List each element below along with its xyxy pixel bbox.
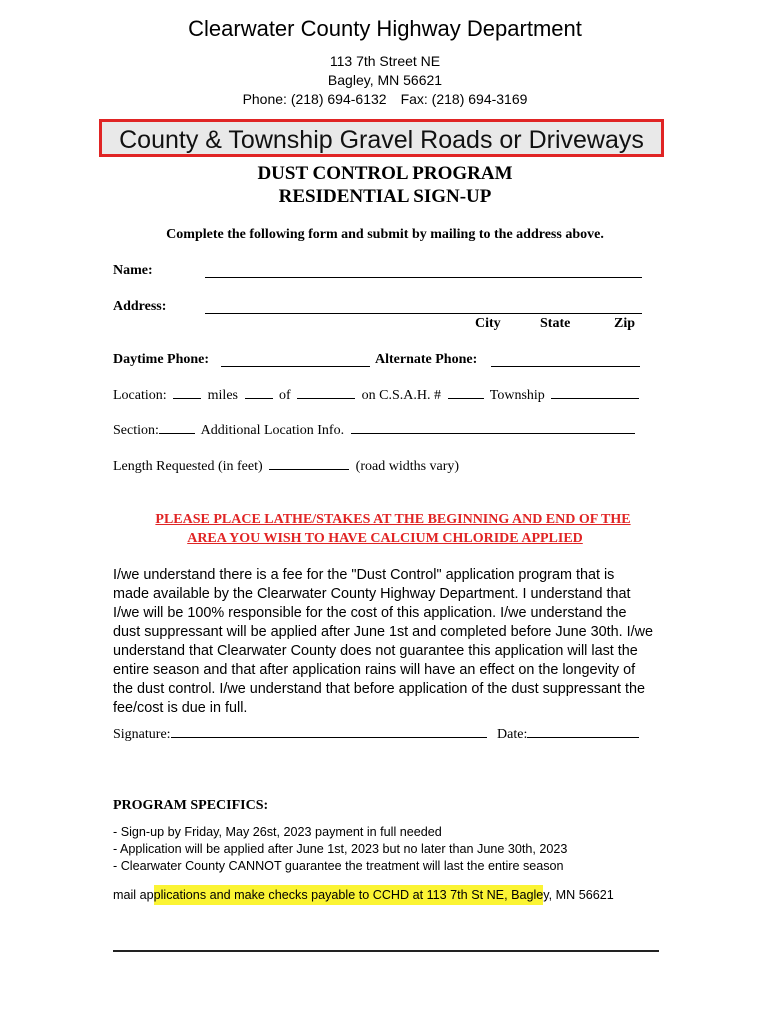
section-row <box>113 423 638 439</box>
road-width-note: (road widths vary) <box>355 459 460 474</box>
bottom-divider <box>113 950 659 952</box>
address-field-line[interactable] <box>205 313 642 314</box>
mail-text-end: y, MN 56621 <box>543 888 614 902</box>
stake-notice-line-2: AREA YOU WISH TO HAVE CALCIUM CHLORIDE APPLIED <box>187 531 583 546</box>
township-label: Township <box>489 388 545 403</box>
additional-location-label: Additional Location Info. <box>200 423 345 438</box>
instruction-text: Complete the following form and submit by mailing to the address above. <box>166 227 604 242</box>
section-label: Section: <box>113 423 159 438</box>
of-blank[interactable] <box>297 397 355 399</box>
alternate-phone-field-line[interactable] <box>491 366 640 367</box>
signature-blank[interactable] <box>171 736 487 738</box>
department-title: Clearwater County Highway Department <box>188 16 582 41</box>
township-blank[interactable] <box>551 397 639 399</box>
specifics-item: - Clearwater County CANNOT guarantee the treatment will last the entire season <box>113 859 564 873</box>
of-label: of <box>279 388 291 403</box>
additional-location-blank[interactable] <box>351 432 635 434</box>
location-label: Location: <box>113 388 167 403</box>
stake-notice-line-1: PLEASE PLACE LATHE/STAKES AT THE BEGINNING AND END OF THE <box>155 512 631 527</box>
phone-number: Phone: (218) 694-6132 <box>242 91 387 107</box>
banner-title: County & Township Gravel Roads or Driveways <box>119 126 644 154</box>
address-city: Bagley, MN 56621 <box>327 72 443 88</box>
name-label: Name: <box>113 263 153 278</box>
length-label: Length Requested (in feet) <box>113 459 263 474</box>
city-label: City <box>475 316 501 331</box>
length-row <box>113 459 459 475</box>
phone-fax-line <box>0 91 770 107</box>
mail-text-highlighted: plications and make checks payable to CCHD at 113 7th St NE, Bagle <box>154 885 544 905</box>
specifics-item: - Application will be applied after June 1st, 2023 but no later than June 30th, 2023 <box>113 842 568 856</box>
date-label: Date: <box>497 727 528 742</box>
signature-label: Signature: <box>113 727 171 742</box>
fax-number: Fax: (218) 694-3169 <box>400 91 528 107</box>
location-row <box>113 388 642 404</box>
signature-row <box>113 727 642 743</box>
miles-blank[interactable] <box>173 397 201 399</box>
section-blank[interactable] <box>159 432 195 434</box>
zip-label: Zip <box>614 316 636 331</box>
program-title: DUST CONTROL PROGRAM <box>257 163 513 184</box>
state-label: State <box>540 316 571 331</box>
daytime-phone-label: Daytime Phone: <box>113 352 210 367</box>
specifics-item: - Sign-up by Friday, May 26st, 2023 payment in full needed <box>113 825 442 839</box>
banner-box <box>99 119 664 157</box>
address-street: 113 7th Street NE <box>329 53 441 69</box>
program-subtitle: RESIDENTIAL SIGN-UP <box>278 186 492 207</box>
name-field-line[interactable] <box>205 277 642 278</box>
length-blank[interactable] <box>269 468 349 470</box>
alternate-phone-label: Alternate Phone: <box>375 352 478 367</box>
mail-instructions <box>113 888 614 902</box>
csah-label: on C.S.A.H. # <box>361 388 442 403</box>
csah-blank[interactable] <box>448 397 484 399</box>
mail-text-start: mail ap <box>113 888 154 902</box>
direction-blank[interactable] <box>245 397 273 399</box>
address-label: Address: <box>113 299 167 314</box>
date-blank[interactable] <box>527 736 639 738</box>
agreement-paragraph: I/we understand there is a fee for the "Dust Control" application program that is made available by the Clearwater County Highway Department. I understand that I/we will be 100% responsible for the cost of this application. I/we understand the dust suppressant will be applied after June 1st and completed before June 30th. I/we understand that Clearwater County does not guarantee this application will last the entire season and that after application rains will have an effect on the longevity of the dust control. I/we understand that before application of the dust suppressant the fee/cost is due in full. <box>113 567 653 716</box>
daytime-phone-field-line[interactable] <box>221 366 370 367</box>
program-specifics-label: PROGRAM SPECIFICS: <box>113 798 269 813</box>
miles-label: miles <box>207 388 238 403</box>
